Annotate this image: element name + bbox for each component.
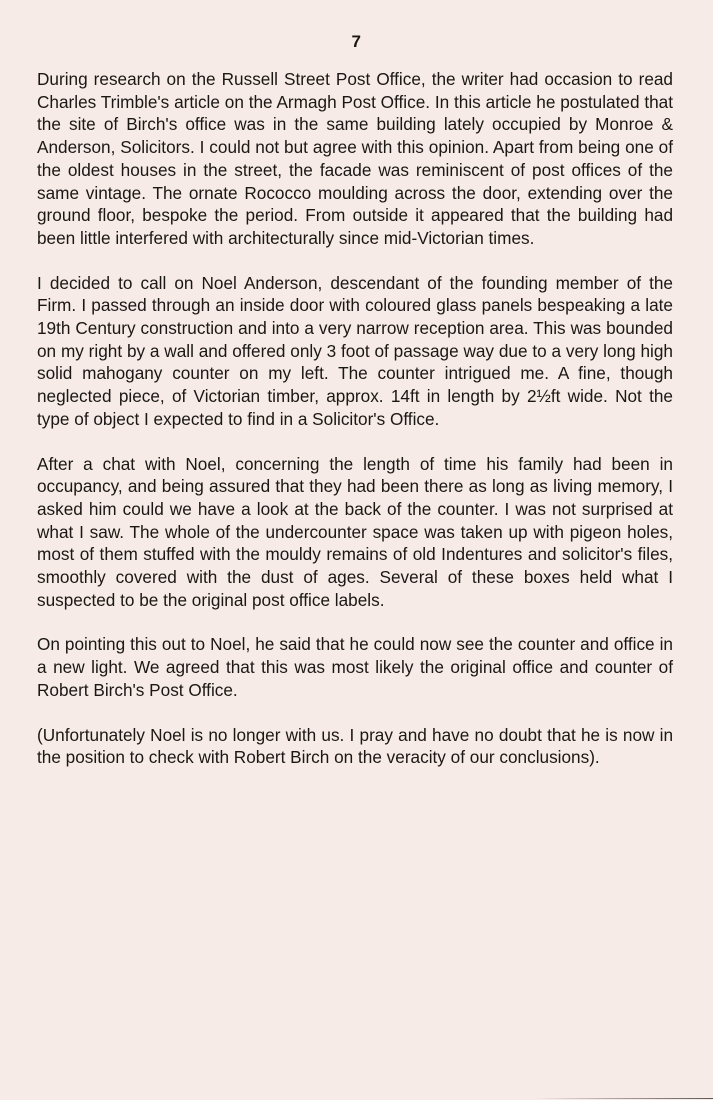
paragraph-5: (Unfortunately Noel is no longer with us. I pray and have no doubt that he is now in the position to check with Robert Birch on the veracity of our conclusions). [37,724,673,768]
paragraph-1: During research on the Russell Street Post Office, the writer had occasion to read Charles Trimble's article on the Armagh Post Office. In this article he postulated that the site of Birch's office was in the same building lately occupied by Monroe & Anderson, Solicitors. I could not but agree with this opinion. Apart from being one of the oldest houses in the street, the facade was reminiscent of post offices of the same vintage. The ornate Rococco moulding across the door, extending over the ground floor, bespoke the period. From outside it appeared that the building had been little interfered with architecturally since mid-Victorian times. [37,69,673,248]
body-text [37,68,673,769]
page-number: 7 [351,32,362,51]
page-edge-divider [0,1098,713,1099]
paragraph-4: On pointing this out to Noel, he said that he could now see the counter and office in a new light. We agreed that this was most likely the original office and counter of Robert Birch's Post Office. [37,634,673,700]
paragraph-3: After a chat with Noel, concerning the length of time his family had been in occupancy, and being assured that they had been there as long as living memory, I asked him could we have a look at the back of the counter. I was not surprised at what I saw. The whole of the undercounter space was taken up with pigeon holes, most of them stuffed with the mouldy remains of old Indentures and solicitor's files, smoothly covered with the dust of ages. Several of these boxes held what I suspected to be the original post office labels. [37,453,673,610]
paragraph-2: I decided to call on Noel Anderson, descendant of the founding member of the Firm. I passed through an inside door with coloured glass panels bespeaking a late 19th Century construction and into a very narrow reception area. This was bounded on my right by a wall and offered only 3 foot of passage way due to a very long high solid mahogany counter on my left. The counter intrigued me. A fine, though neglected piece, of Victorian timber, approx. 14ft in length by 2½ft wide. Not the type of object I expected to find in a Solicitor's Office. [37,272,673,429]
